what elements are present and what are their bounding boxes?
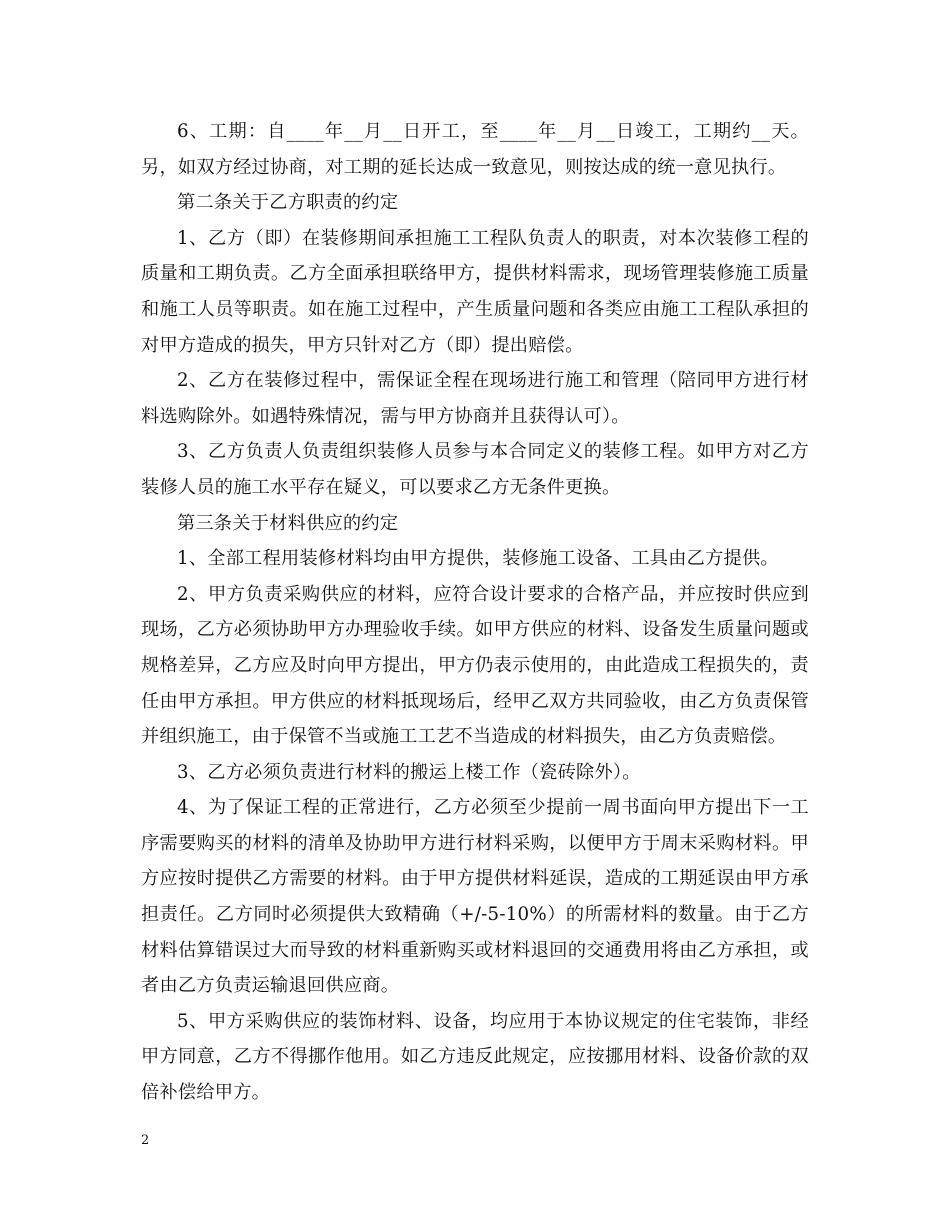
paragraph-party-b-duty-2: 2、乙方在装修过程中，需保证全程在现场进行施工和管理（陪同甲方进行材料选购除外。如遇特殊情况，需与甲方协商并且获得认可）。 [141, 370, 809, 427]
paragraph-material-supply-2: 2、甲方负责采购供应的材料，应符合设计要求的合格产品，并应按时供应到现场，乙方必须协助甲方办理验收手续。如甲方供应的材料、设备发生质量问题或规格差异，乙方应及时向甲方提出，甲方仍表示使用的，由此造成工程损失的，责任由甲方承担。甲方供应的材料抵现场后，经甲乙双方共同验收，由乙方负责保管并组织施工，由于保管不当或施工工艺不当造成的材料损失，由乙方负责赔偿。 [141, 583, 809, 748]
section-heading-article-3: 第三条关于材料供应的约定 [177, 512, 399, 534]
section-heading-article-2: 第二条关于乙方职责的约定 [177, 192, 399, 214]
paragraph-party-b-duty-3: 3、乙方负责人负责组织装修人员参与本合同定义的装修工程。如甲方对乙方装修人员的施工水平存在疑义，可以要求乙方无条件更换。 [141, 441, 809, 498]
paragraph-material-supply-5: 5、甲方采购供应的装饰材料、设备，均应用于本协议规定的住宅装饰，非经甲方同意，乙方不得挪作他用。如乙方违反此规定，应按挪用材料、设备价款的双倍补偿给甲方。 [141, 1010, 809, 1104]
paragraph-construction-period: 6、工期：自____年__月__日开工，至____年__月__日竣工，工期约__天。另，如双方经过协商，对工期的延长达成一致意见，则按达成的统一意见执行。 [141, 121, 809, 178]
page-number: 2 [141, 1133, 150, 1148]
paragraph-material-supply-3: 3、乙方必须负责进行材料的搬运上楼工作（瓷砖除外）。 [177, 761, 641, 783]
paragraph-party-b-duty-1: 1、乙方（即）在装修期间承担施工工程队负责人的职责，对本次装修工程的质量和工期负责。乙方全面承担联络甲方，提供材料需求，现场管理装修施工质量和施工人员等职责。如在施工过程中，产生质量问题和各类应由施工工程队承担的对甲方造成的损失，甲方只针对乙方（即）提出赔偿。 [141, 227, 809, 356]
document-body [141, 114, 809, 1111]
paragraph-material-supply-4: 4、为了保证工程的正常进行，乙方必须至少提前一周书面向甲方提出下一工序需要购买的材料的清单及协助甲方进行材料采购，以便甲方于周末采购材料。甲方应按时提供乙方需要的材料。由于甲方提供材料延误，造成的工期延误由甲方承担责任。乙方同时必须提供大致精确（+/-5-10%）的所需材料的数量。由于乙方材料估算错误过大而导致的材料重新购买或材料退回的交通费用将由乙方承担，或者由乙方负责运输退回供应商。 [141, 797, 809, 997]
paragraph-material-supply-1: 1、全部工程用装修材料均由甲方提供，装修施工设备、工具由乙方提供。 [177, 548, 779, 570]
